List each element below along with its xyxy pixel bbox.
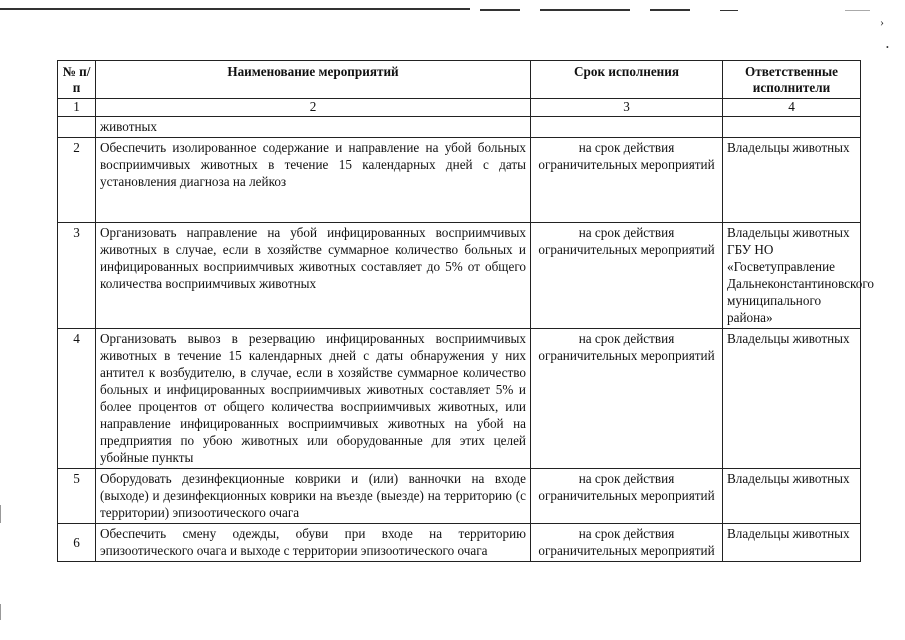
row-number [58, 117, 96, 138]
scan-top-edge [0, 6, 905, 12]
row-number: 4 [58, 329, 96, 469]
measure-responsible: Владельцы животных ГБУ НО «Госветуправление Дальнеконстантиновского муниципального района» [723, 223, 861, 329]
measure-term [531, 117, 723, 138]
measure-term: на срок действия ограничительных мероприятий [531, 138, 723, 223]
measure-responsible: Владельцы животных [723, 329, 861, 469]
measure-term: на срок действия ограничительных мероприятий [531, 329, 723, 469]
measure-name: Оборудовать дезинфекционные коврики и (или) ванночки на входе (выходе) и дезинфекционных коврики на въезде (выезде) на территорию (с территории) эпизоотического очага [96, 469, 531, 524]
column-index-row [58, 99, 861, 117]
header-num: № п/п [58, 61, 96, 99]
scan-left-edge [0, 604, 1, 620]
scan-left-edge [0, 505, 1, 523]
index-cell: 2 [96, 99, 531, 117]
measure-responsible: Владельцы животных [723, 138, 861, 223]
row-number: 2 [58, 138, 96, 223]
measures-table [57, 60, 875, 562]
measure-name: Организовать вывоз в резервацию инфицированных восприимчивых животных в течение 15 календарных дней с даты обнаружения у них антител к возбудителю, в случае, если в хозяйстве суммарное количество больных и инфицированных восприимчивых животных составляет 5% и более процентов от общего количества восприимчивых животных, или направление инфицированных восприимчивых животных на убой на предприятия по убою животных или оборудованные для этих целей убойные пункты [96, 329, 531, 469]
index-cell: 3 [531, 99, 723, 117]
table-row [58, 138, 861, 223]
index-cell: 4 [723, 99, 861, 117]
row-number: 3 [58, 223, 96, 329]
measure-responsible [723, 117, 861, 138]
header-responsible: Ответственные исполнители [723, 61, 861, 99]
measure-term: на срок действия ограничительных мероприятий [531, 469, 723, 524]
measure-term: на срок действия ограничительных мероприятий [531, 223, 723, 329]
index-cell: 1 [58, 99, 96, 117]
measure-name: Обеспечить смену одежды, обуви при входе на территорию эпизоотического очага и выходе с территории эпизоотического очага [96, 524, 531, 562]
table-row [58, 329, 861, 469]
measure-responsible: Владельцы животных [723, 469, 861, 524]
continuation-row [58, 117, 861, 138]
measure-responsible: Владельцы животных [723, 524, 861, 562]
measure-name: Обеспечить изолированное содержание и направление на убой больных восприимчивых животных в течение 15 календарных дней с даты установления диагноза на лейкоз [96, 138, 531, 223]
measure-name: Организовать направление на убой инфицированных восприимчивых животных в случае, если в хозяйстве суммарное количество больных и инфицированных восприимчивых животных составляет до 5% от общего количества восприимчивых животных [96, 223, 531, 329]
table-row [58, 524, 861, 562]
table-row [58, 223, 861, 329]
header-name: Наименование мероприятий [96, 61, 531, 99]
header-row [58, 61, 861, 99]
row-number: 5 [58, 469, 96, 524]
scan-dot: • [886, 43, 889, 52]
scan-mark: › [880, 15, 884, 29]
row-number: 6 [58, 524, 96, 562]
table-row [58, 469, 861, 524]
measure-name: животных [96, 117, 531, 138]
header-term: Срок исполнения [531, 61, 723, 99]
measure-term: на срок действия ограничительных мероприятий [531, 524, 723, 562]
